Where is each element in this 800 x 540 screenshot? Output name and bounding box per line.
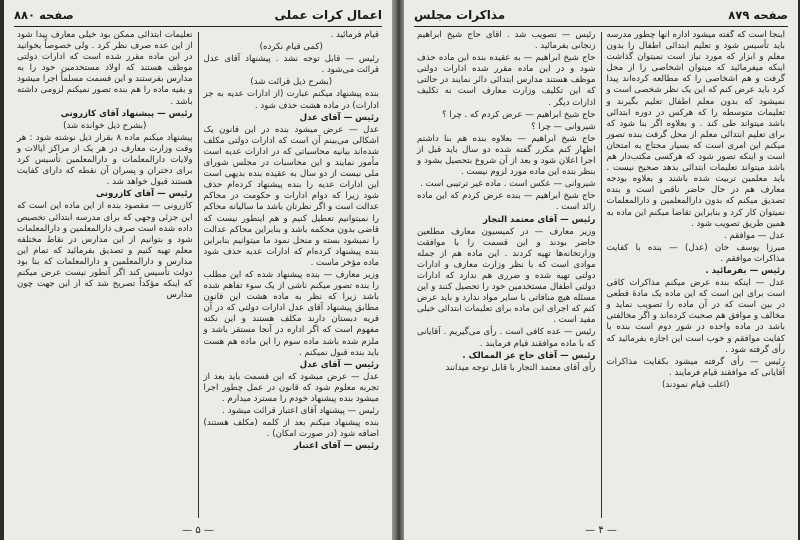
paragraph: عدل — اینکه بنده عرض میکنم مذاکرات کافی است برای این است که این ماده یک مادهٔ قطعی در بین است که در آن ماده را تصویب نماید و مخالف و موافق هم صحبت کرده‌اند و اگر مخالفتی باشد در ماده واحده در شور دوم است بنده با کفایت موافقم و خوب است این اجازه بفرمائید که رأی گرفته شود .: [606, 278, 785, 355]
left-page-right-column: [199, 30, 385, 520]
right-page-right-column: [602, 30, 791, 520]
paragraph: وزیر معارف — در کمیسیون معارف مطلعین حاضر بودند و این قسمت را با موافقت وزارتخانه‌ها تهیه کردند . این ماده هم از جمله موادی است که با نظر وزارت معارف و ادارات دولتی تهیه شده و ضرری هم ندارد که ادارات دولتی اطفال مستخدمین خود را تحصیل کنند و این مسئله هیچ منافاتی با سایر مواد ندارد و باید عرض کنم که اجرای این ماده برای تعلیمات ابتدائی خیلی مفید است .: [417, 226, 596, 326]
right-page-left-column: [412, 30, 601, 520]
paragraph: (بشرح ذیل خوانده شد): [63, 120, 147, 131]
right-page-number: صفحه ۸۷۹: [728, 8, 788, 22]
paragraph: عدل — عرض میشود بنده در این قانون یک اشکالی می‌بینم آن است که ادارات دولتی مکلف شده‌اند بیانیه محاسباتی که در ادارات عدیه است مأمور نمایند و این محاسبات در مجلس شورای ملی نیست از دو سال به عقیده بنده بدیهی است این ادارات عدیه را بنده پیشنهاد کرده‌ام حذف شود زیرا که دوام ادارات و حکومت در محاکم عدالت است و اگر نظرتان باشد ما سالیانه محاکم را نمیتوانیم تعطیل کنیم و هم اینطور نیست که قاضی بدون محکمه باشد و بنابراین محاکم عدالت را نمیشود بسته و منحل نمود ما میتوانیم بنابراین بنده پیشنهاد کرده‌ام که ادارات عدیه حذف شود ماده مؤخر ماست .: [203, 124, 379, 268]
paragraph: عدل — موافقم .: [723, 230, 785, 241]
left-page-title: اعمال کرات عملی: [274, 8, 382, 22]
paragraph: حاج شیخ ابراهیم — عرض کردم که . چرا ؟: [442, 109, 596, 120]
paragraph: رئیس — بفرمائید .: [705, 265, 785, 276]
paragraph: میرزا یوسف خان (عدل) — بنده با کفایت مذاکرات موافقم .: [606, 242, 785, 264]
paragraph: کازرونی — مقصود بنده از این ماده این است که این جزئی وجهی که برای مدرسه ابتدائی تخصیص داده شده است صرف دارالمعلمین و دارالمعلمات شود و بتوانیم از این مدارس در نقاط مختلفه معلم تهیه کنیم و تصدیق بفرمائید که تمام این مدارس و دارالمعلمین و دارالمعلمات که بنا بود دولت تأسیس کند اگر آنطور نیست عرض میکنم که اینکه مؤکداً تصریح شد که از این جهت چون مدارس: [17, 201, 193, 301]
left-page-columns: [12, 30, 384, 520]
left-page-left-column: [12, 30, 198, 520]
paragraph: رئیس — آقای اعتبار: [293, 441, 379, 452]
paragraph: رئیس — قابل توجه نشد . پیشنهاد آقای عدل قرائت می‌شود .: [203, 54, 379, 76]
paragraph: بنده پیشنهاد میکنم بعد از کلمه (مکلف هستند) اضافه شود (در صورت امکان) .: [203, 418, 379, 440]
paragraph: رئیس — آقای معتمد التجار: [482, 214, 596, 225]
paragraph: رأی آقای معتمد التجار با قابل توجه میدانند: [445, 362, 596, 373]
paragraph: رئیس — آقای عدل: [299, 112, 379, 123]
left-page-footer: — ۵ —: [182, 525, 214, 536]
left-page-number: صفحه ۸۸۰: [14, 8, 74, 22]
paragraph: (اغلب قیام نمودند): [661, 379, 730, 390]
right-page-header: [414, 6, 788, 27]
paragraph: رئیس — تصویب شد . آقای حاج شیخ ابراهیم زنجانی بفرمائید .: [417, 30, 596, 52]
paragraph: رئیس — پیشنهاد آقای اعتبار قرائت میشود .: [222, 406, 379, 417]
paragraph: قیام فرمائید .: [330, 30, 379, 40]
paragraph: رئیس — آقای حاج عز الممالک .: [462, 350, 596, 361]
paragraph: عدل — عرض میشود که این قسمت باید بعد از تجربه معلوم شود که قانون در عمل چطور اجرا میشود بنده پیشنهاد خودم را مسترد میدارم .: [203, 371, 379, 404]
paragraph: رئیس — پیشنهاد آقای کازرونی: [60, 108, 193, 119]
paragraph: (بشرح ذیل قرائت شد): [250, 77, 333, 88]
paragraph: رئیس — آقای کازرونی: [96, 189, 193, 200]
right-page-title: مذاکرات مجلس: [414, 8, 506, 22]
left-page-header: [14, 6, 382, 27]
paragraph: شیروانی — عکس است . ماده غیر ترتیبی است .: [420, 179, 596, 190]
right-page: [404, 0, 798, 540]
paragraph: بنده پیشنهاد میکنم عبارت (از ادارات عدیه به جز ادارات) در ماده هشت حذف شود .: [203, 89, 379, 111]
paragraph: رئیس — عده کافی است . رأی می‌گیریم . آقایانی که با ماده موافقند قیام فرمایند .: [417, 327, 596, 349]
paragraph: وزیر معارف — بنده پیشنهاد شده که این مطلب را بنده تصور میکنم ناشی از یک سوء تفاهم شده باشد زیرا که نظر به ماده هشت این قانون مطابق پیشنهاد آقای عدل ادارات دولتی که در آن قریه دبستان دارند مکلف هستند و این نکته مفهوم است که اگر اداره در آنجا مستقر باشد و ملزم شده باشد ماده سوم را این ماده هم هست باید بنده قبول نمیکنم .: [203, 269, 379, 358]
paragraph: حاج شیخ ابراهیم — به عقیده بنده این ماده حذف شود و در این ماده مقرر شده ادارات دولتی موظف هستند مدارس ابتدائی دائر نمایند در حالتی که این تکلیف وزارت معارف است نه تکلیف ادارات دیگر .: [417, 53, 596, 108]
paragraph: رئیس — رأی گرفته میشود بکفایت مذاکرات آقایانی که موافقند قیام فرمایند .: [606, 356, 785, 378]
paragraph: اینجا است که گفته میشود اداره آنها چطور مدرسه باید تأسیس شود و تعلیم ابتدائی اطفال را بدون معلم و ابزار که مورد نیاز است نمیتوان گذاشت اینکه میفرمائید که میتوان اشخاصی را از محل گرفت و هم اشخاصی را که مطالعه کرده‌اند پیدا کرد باید عرض کنم که این یک نظر شخصی است و نمیشود که بدون معلم اطفال تعلیم بگیرند و تعلیمات متوسطه را که هرکس در دوره ابتدائی باشد میتواند طی کند . و بعلاوه اگر بنا شود که برای تعلیم ابتدائی معلم از محل گرفت بنده تصور میکنم این امری است که بسیار محتاج به امتحان است و اینکه تصور شود که هرکسی مکتب‌دار هم باشد میتواند تعلیمات ابتدائی بدهد صحیح نیست . باید معلمین تربیت شده باشند و بعلاوه بودجه معارف هم در حال حاضر ناقص است و بنده تصدیق میکنم که بدون دارالمعلمین و دارالمعلمات نمیتوان کار کرد و بنابراین تقاضا میکنم این ماده به همین طریق تصویب شود .: [606, 30, 785, 229]
paragraph: حاج شیخ ابراهیم — بعلاوه بنده هم بنا داشتم اظهار کنم مکرر گفته شده دو سال باید قبل از اجرا اعلان شود و بعد از آن شروع بتحصیل بشود و بنظر بنده این ماده مورد لزوم نیست .: [417, 133, 596, 178]
paragraph: تعلیمات ابتدائی ممکن بود خیلی معارف پیدا شود از این عده صرف نظر کرد . ولی خصوصاً بخوانید در این ماده مقرر شده است که ادارات دولتی موظف هستند که اولاد مستخدمین خود را به مدارس بفرستند و این قسمت مسلماً اجرا میشود و بقیه ماده را هم بنده تصور نمیکنم لزومی داشته باشد .: [17, 30, 193, 107]
left-page: [4, 0, 392, 540]
paragraph: (کمی قیام نکرده): [259, 42, 323, 53]
paragraph: شیروانی — چرا ؟: [531, 121, 596, 132]
book-gutter: [392, 0, 404, 540]
right-page-footer: — ۴ —: [585, 525, 617, 536]
paragraph: رئیس — آقای عدل: [299, 359, 379, 370]
paragraph: حاج شیخ ابراهیم — بنده عرض کردم که این ماده زائد است .: [417, 191, 596, 213]
paragraph: پیشنهاد میکنم ماده ۸ بقرار ذیل نوشته شود : هر وقت وزارت معارف در هر یک از مراکز ایالات و ولایات دارالمعلمات و دارالمعلمین تأسیس کرد برای دختران و پسران آن نقطه که دارای کفایت هستند قبول خواهد شد .: [17, 132, 193, 188]
right-page-columns: [412, 30, 790, 520]
